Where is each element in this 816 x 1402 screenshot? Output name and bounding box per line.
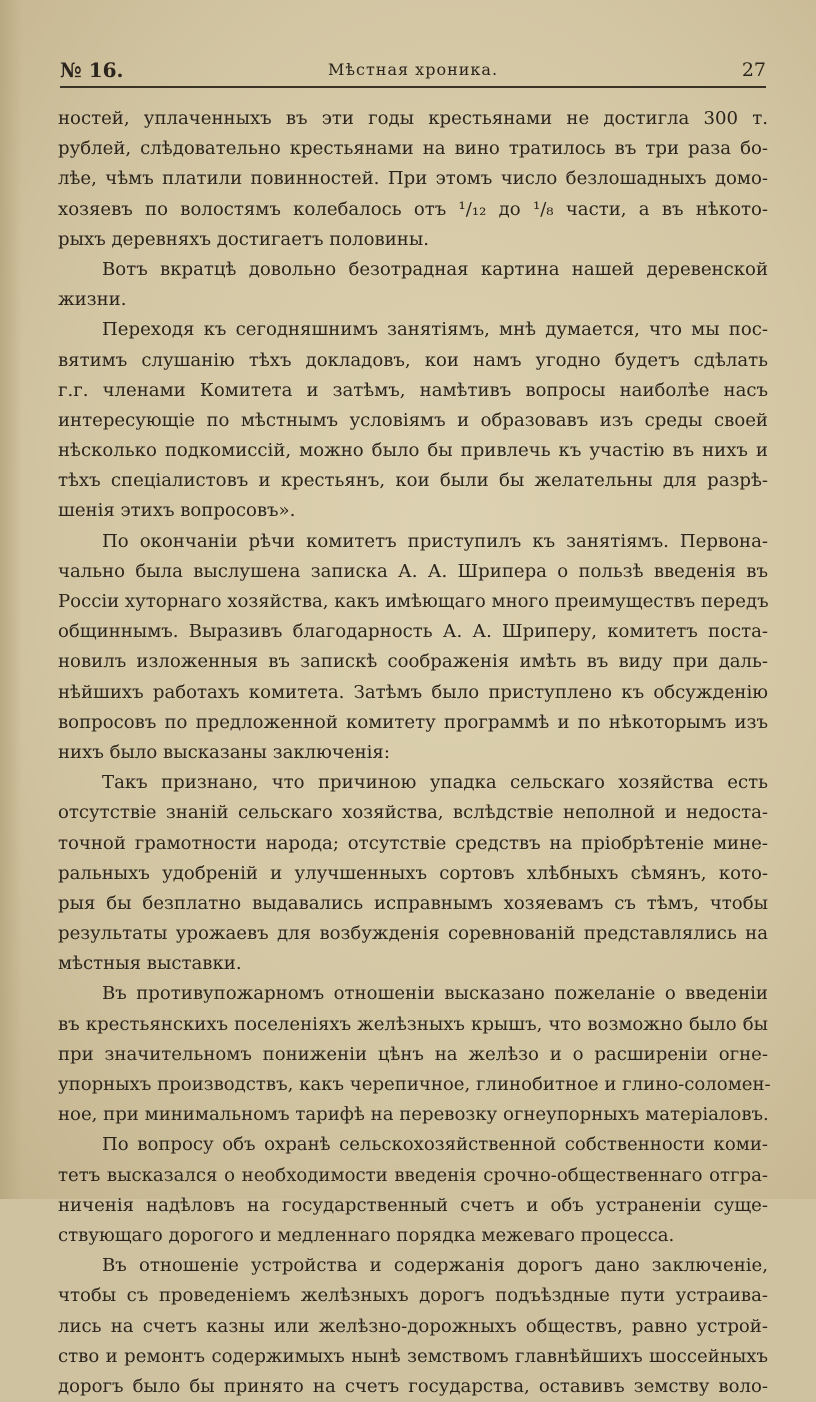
text-line: нѣсколько подкомиссій, можно было бы привлечь къ участію въ нихъ и xyxy=(58,440,768,462)
text-line: интересующіе по мѣстнымъ условіямъ и образовавъ изъ среды своей xyxy=(58,409,768,431)
text-line: упорныхъ производствъ, какъ черепичное, глинобитное и глино-соломен- xyxy=(58,1074,771,1095)
text-line: вятимъ слушанію тѣхъ докладовъ, кои намъ угодно будетъ сдѣлать xyxy=(58,349,768,371)
text-line: тѣхъ спеціалистовъ и крестьянъ, кои были бы желательны для разрѣ- xyxy=(58,470,768,492)
text-line: лись на счетъ казны или желѣзно-дорожныхъ обществъ, равно устрой- xyxy=(58,1315,768,1337)
text-line: ностей, уплаченныхъ въ эти годы крестьянами не достигла 300 т. xyxy=(58,108,768,129)
text-line: Въ отношеніе устройства и содержанія дорогъ дано заключеніе, xyxy=(102,1255,768,1277)
text-line: мѣстныя выставки. xyxy=(58,953,242,975)
text-line: рыя бы безплатно выдавались исправнымъ хозяевамъ съ тѣмъ, чтобы xyxy=(58,892,768,914)
text-line: рыхъ деревняхъ достигаетъ половины. xyxy=(58,228,430,250)
text-line: шенія этихъ вопросовъ». xyxy=(58,500,296,522)
text-line: Вотъ вкратцѣ довольно безотрадная картина нашей деревенской xyxy=(102,258,768,280)
text-line: жизни. xyxy=(58,289,127,311)
text-line: въ крестьянскихъ поселеніяхъ желѣзныхъ крышъ, что возможно было бы xyxy=(58,1013,768,1035)
text-line: лѣе, чѣмъ платили повинностей. При этомъ число безлошадныхъ домо- xyxy=(58,168,768,190)
text-line: По окончаніи рѣчи комитетъ приступилъ къ занятіямъ. Первона- xyxy=(102,530,768,552)
text-line: точной грамотности народа; отсутствіе средствъ на пріобрѣтеніе мине- xyxy=(58,832,768,854)
text-line: Такъ признано, что причиною упадка сельскаго хозяйства есть xyxy=(102,772,768,794)
text-line: г.г. членами Комитета и затѣмъ, намѣтивъ вопросы наиболѣе насъ xyxy=(58,379,768,401)
text-line: дорогъ было бы принято на счетъ государства, оставивъ земству воло- xyxy=(58,1375,768,1397)
text-line: ральныхъ удобреній и улучшенныхъ сортовъ хлѣбныхъ сѣмянъ, кото- xyxy=(58,862,768,884)
text-line: при значительномъ пониженіи цѣнъ на желѣзо и о расширеніи огне- xyxy=(58,1043,768,1065)
text-line: общиннымъ. Выразивъ благодарность А. А. Шриперу, комитетъ поста- xyxy=(58,621,768,643)
text-line: чтобы съ проведеніемъ желѣзныхъ дорогъ подъѣздные пути устраива- xyxy=(58,1285,768,1307)
text-line: новилъ изложенныя въ запискѣ соображенія имѣть въ виду при даль- xyxy=(58,651,768,673)
text-line: тетъ высказался о необходимости введенія срочно-общественнаго отгра- xyxy=(58,1164,768,1186)
running-header xyxy=(60,58,766,86)
text-line: чально была выслушена записка А. А. Шрипера о пользѣ введенія въ xyxy=(58,560,768,582)
text-line: Переходя къ сегодняшнимъ занятіямъ, мнѣ думается, что мы пос- xyxy=(102,319,768,341)
text-line: результаты урожаевъ для возбужденія соревнованій представлялись на xyxy=(58,923,768,945)
text-line: Россіи хуторнаго хозяйства, какъ имѣющаго много преимуществъ передъ xyxy=(58,591,769,612)
body-text xyxy=(58,104,771,1402)
text-line: ствующаго дорогого и медленнаго порядка межеваго процесса. xyxy=(58,1224,675,1246)
section-title: Мѣстная хроника. xyxy=(327,60,499,79)
text-line: ство и ремонтъ содержимыхъ нынѣ земствомъ главнѣйшихъ шоссейныхъ xyxy=(58,1345,768,1367)
text-line: вопросовъ по предложенной комитету программѣ и по нѣкоторымъ изъ xyxy=(58,711,768,733)
text-line: рублей, слѣдовательно крестьянами на вино тратилось въ три раза бо- xyxy=(58,138,768,160)
text-line: нѣйшихъ работахъ комитета. Затѣмъ было приступлено къ обсужденію xyxy=(58,681,768,703)
text-line: Въ противупожарномъ отношеніи высказано пожеланіе о введеніи xyxy=(102,983,768,1005)
header-rule xyxy=(60,86,766,88)
text-line: хозяевъ по волостямъ колебалось отъ ¹/₁₂ до ¹/₈ части, а въ нѣкото- xyxy=(58,198,768,220)
text-line: ниченія надѣловъ на государственный счетъ и объ устраненіи суще- xyxy=(58,1194,768,1216)
text-line: По вопросу объ охранѣ сельскохозяйственной собственности коми- xyxy=(102,1134,768,1156)
issue-number: № 16. xyxy=(60,58,124,82)
text-line: нихъ было высказаны заключенія: xyxy=(58,741,390,763)
page-number: 27 xyxy=(741,59,766,81)
text-line: отсутствіе знаній сельскаго хозяйства, вслѣдствіе неполной и недоста- xyxy=(58,802,768,824)
text-line: ное, при минимальномъ тарифѣ на перевозку огнеупорныхъ матеріаловъ. xyxy=(58,1104,769,1126)
page-binding-shadow xyxy=(0,0,22,1199)
